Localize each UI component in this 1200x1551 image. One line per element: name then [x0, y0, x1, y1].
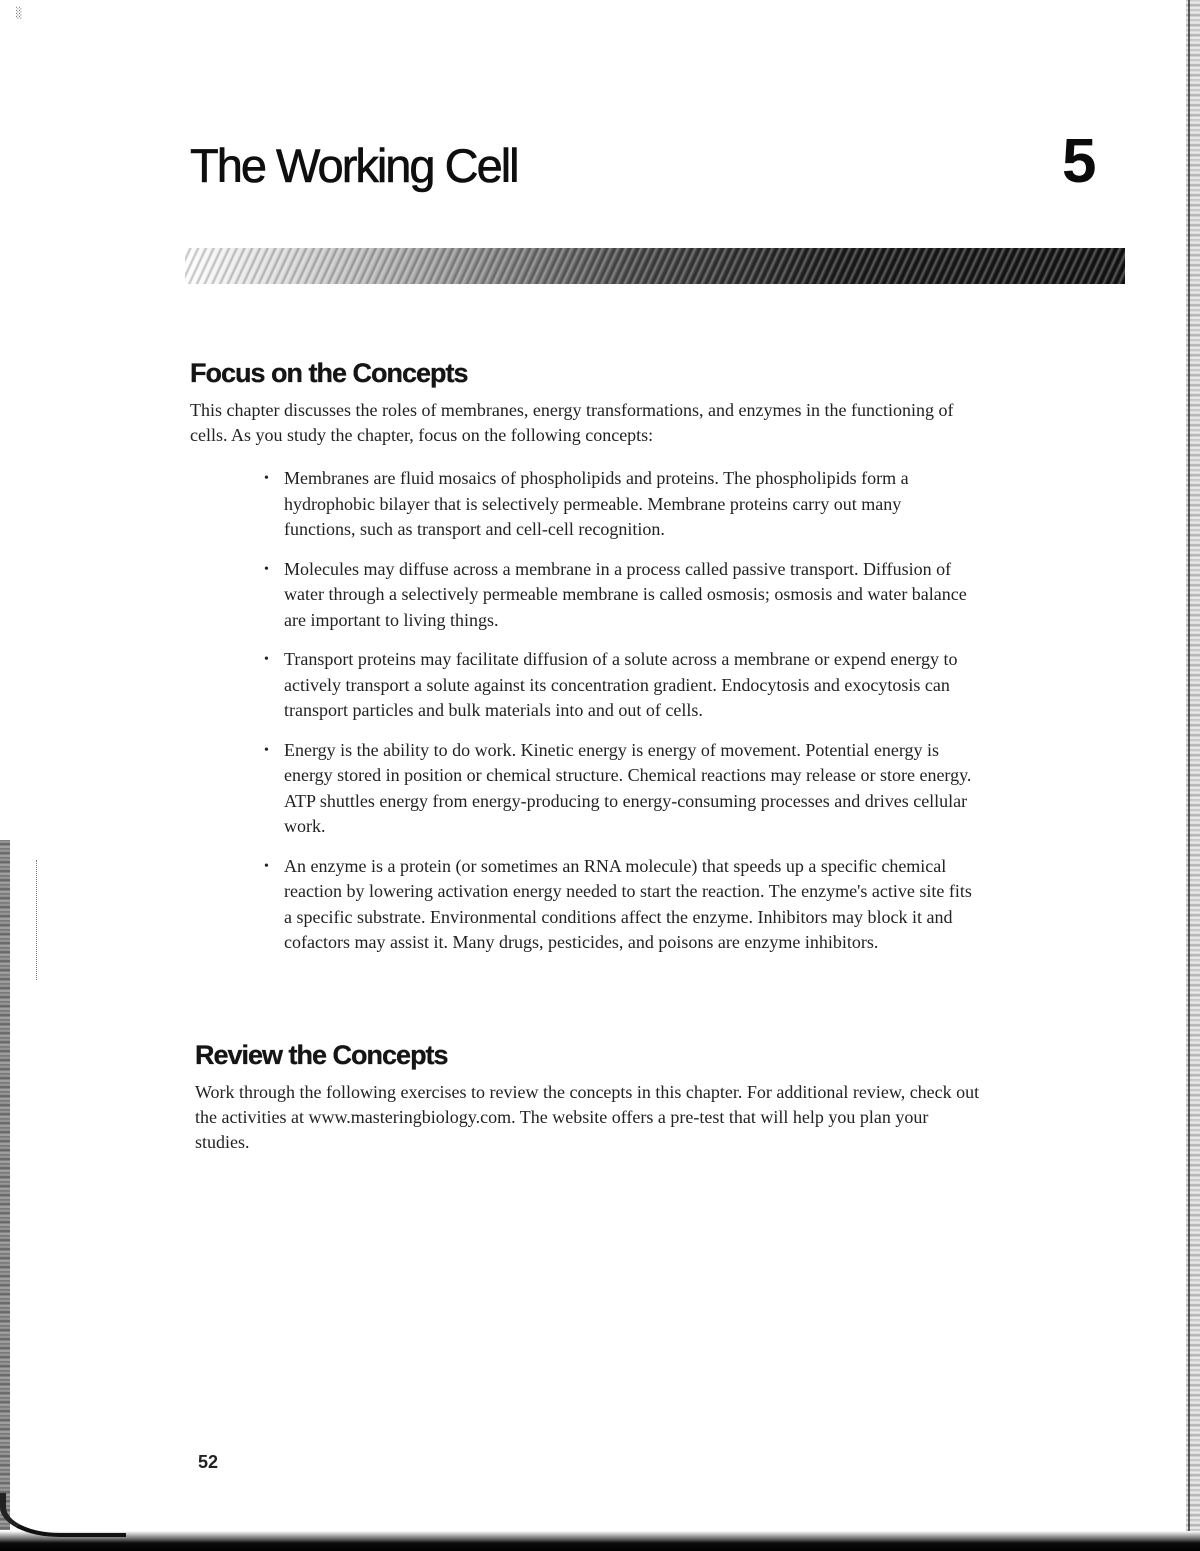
scan-left-dots	[36, 860, 39, 980]
bullet-icon: •	[264, 471, 269, 486]
concept-item	[262, 647, 974, 724]
bullet-icon: •	[264, 652, 269, 667]
scan-bottom-edge	[0, 1531, 1200, 1551]
concept-item	[262, 466, 974, 543]
scan-left-edge	[0, 840, 10, 1530]
concept-item	[262, 738, 974, 840]
concept-text: Molecules may diffuse across a membrane in a process called passive transport. Diffusion of water through a selectively permeable membrane is called osmosis; osmosis and water balance are important to living things.	[284, 558, 967, 630]
scan-corner-mark: ░	[16, 8, 22, 19]
bullet-icon: •	[264, 858, 269, 874]
bullet-icon: •	[264, 561, 269, 577]
concept-item	[262, 854, 974, 956]
concept-list	[262, 466, 974, 970]
scan-right-line	[1188, 0, 1190, 1540]
concept-text: An enzyme is a protein (or sometimes an RNA molecule) that speeds up a specific chemical reaction by lowering activation energy needed to start the reaction. The enzyme's active site fits a specific substrate. Environmental conditions affect the enzyme. Inhibitors may block it and cofactors may assist it. Many drugs, pesticides, and poisons are enzyme inhibitors.	[284, 855, 972, 952]
chapter-number: 5	[1062, 127, 1097, 196]
page-number: 52	[198, 1452, 219, 1472]
concept-text: Transport proteins may facilitate diffusion of a solute across a membrane or expend energy to actively transport a solute against its concentration gradient. Endocytosis and exocytosis can transport particles and bulk materials into and out of cells.	[284, 649, 958, 720]
focus-heading: Focus on the Concepts	[190, 358, 468, 388]
concept-text: Energy is the ability to do work. Kinetic energy is energy of movement. Potential energy is energy stored in position or chemical structure. Chemical reactions may release or store energy. ATP shuttles energy from energy-producing to energy-consuming processes and drives cellular work.	[284, 739, 972, 836]
chapter-title-bar	[185, 248, 1125, 284]
concept-text: Membranes are fluid mosaics of phospholipids and proteins. The phospholipids form a hydrophobic bilayer that is selectively permeable. Membrane proteins carry out many functions, such as transport and cell-cell recognition.	[284, 468, 909, 539]
review-heading: Review the Concepts	[195, 1040, 448, 1070]
review-intro: Work through the following exercises to review the concepts in this chapter. For additional review, check out the activities at www.masteringbiology.com. The website offers a pre-test that will help you plan your studies.	[195, 1082, 980, 1152]
bullet-icon: •	[264, 742, 269, 758]
chapter-title: The Working Cell	[190, 139, 518, 192]
focus-intro: This chapter discusses the roles of membranes, energy transformations, and enzymes in the functioning of cells. As you study the chapter, focus on the following concepts:	[190, 400, 954, 445]
concept-item	[262, 557, 974, 634]
